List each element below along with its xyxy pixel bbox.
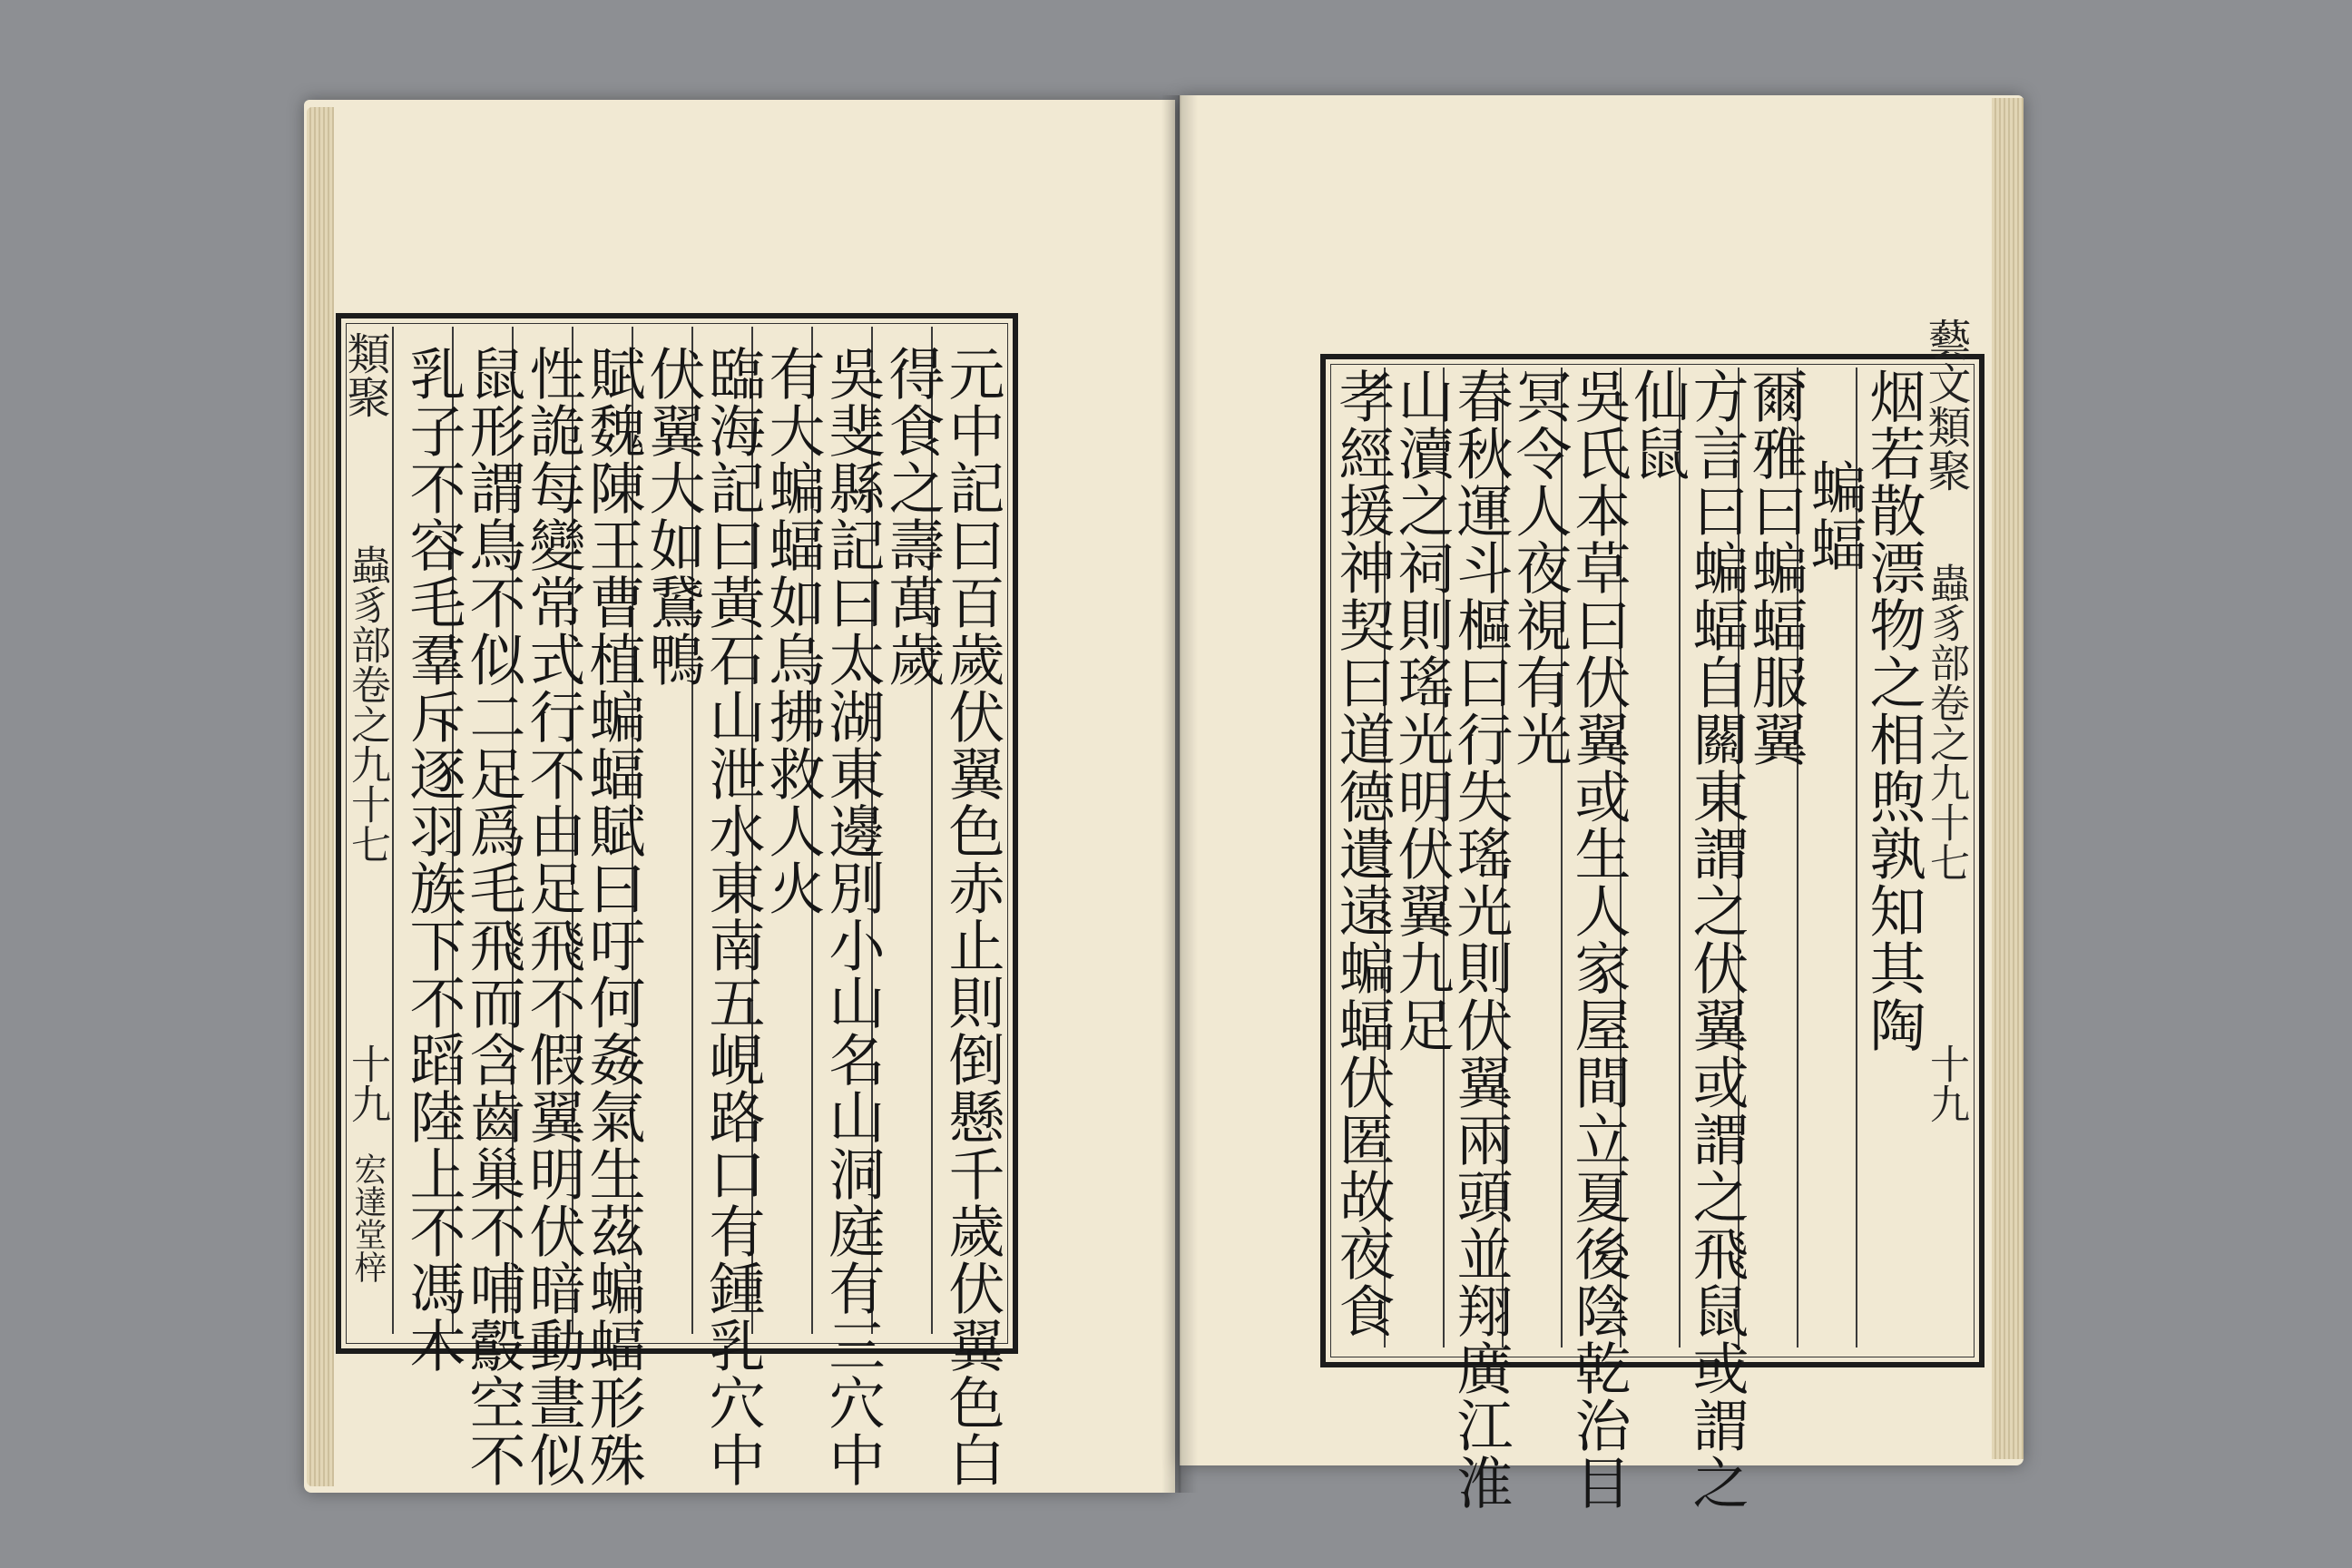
left-column-8: 性詭每變常式行不由足飛不假翼明伏暗動晝似 <box>520 345 586 1488</box>
right-column-5: 仙鼠 <box>1624 368 1690 482</box>
right-column-4: 方言曰蝙蝠自關東謂之伏翼或謂之飛鼠或謂之 <box>1683 368 1749 1511</box>
right-column-8: 春秋運斗樞曰行失瑤光則伏翼兩頭並翔廣江淮 <box>1447 368 1514 1511</box>
right-column-9: 山瀆之祠則瑤光明伏翼九足 <box>1388 368 1455 1054</box>
left-column-9: 鼠形謂鳥不似二足爲毛飛而含齒巢不哺鷇空不 <box>460 345 526 1488</box>
left-column-7: 賦魏陳王曹植蝙蝠賦曰吁何姦氣生茲蝙蝠形殊 <box>580 345 646 1488</box>
book-gutter <box>1161 95 1198 1493</box>
left-column-4: 有大蝙蝠如烏拂救人火 <box>760 345 826 916</box>
left-column-10: 乳子不容毛羣斥逐羽族下不蹈陸上不馮木 <box>400 345 466 1374</box>
left-margin-title: 類聚 <box>339 331 390 418</box>
left-column-5: 臨海記曰黃石山泄水東南五峴路口有鍾乳穴中 <box>700 345 766 1488</box>
right-folio: 十九 <box>1923 1044 1969 1123</box>
right-column-2-heading: 蝙蝠 <box>1801 458 1867 573</box>
right-column-10: 孝經援神契曰道德遺遠蝙蝠伏匿故夜食 <box>1329 368 1396 1339</box>
left-printer-mark: 宏達堂梓 <box>349 1152 387 1283</box>
right-column-6: 吳氏本草曰伏翼或生人家屋間立夏後陰乾治目 <box>1565 368 1632 1511</box>
right-column-1: 烟若散漂物之相煦孰知其陶 <box>1860 368 1926 1054</box>
left-page-edge <box>307 107 334 1486</box>
right-column-3: 爾雅曰蝙蝠服翼 <box>1742 368 1808 768</box>
left-margin-section: 蟲豸部卷之九十七 <box>344 544 390 864</box>
right-margin-section: 蟲豸部卷之九十七 <box>1923 563 1969 882</box>
left-folio: 十九 <box>344 1044 390 1123</box>
right-page-edge <box>1992 98 2024 1459</box>
left-column-6: 伏翼大如鵞鴨 <box>640 345 706 688</box>
right-margin-title: 藝文類聚 <box>1920 318 1971 492</box>
left-column-2: 得食之壽萬歲 <box>879 345 946 688</box>
left-column-1: 元中記曰百歲伏翼色赤止則倒懸千歲伏翼色白 <box>939 345 1005 1488</box>
left-column-3: 吳斐縣記曰太湖東邊別小山名山洞庭有三穴中 <box>819 345 886 1488</box>
right-column-7: 冥令人夜視有光 <box>1506 368 1573 768</box>
